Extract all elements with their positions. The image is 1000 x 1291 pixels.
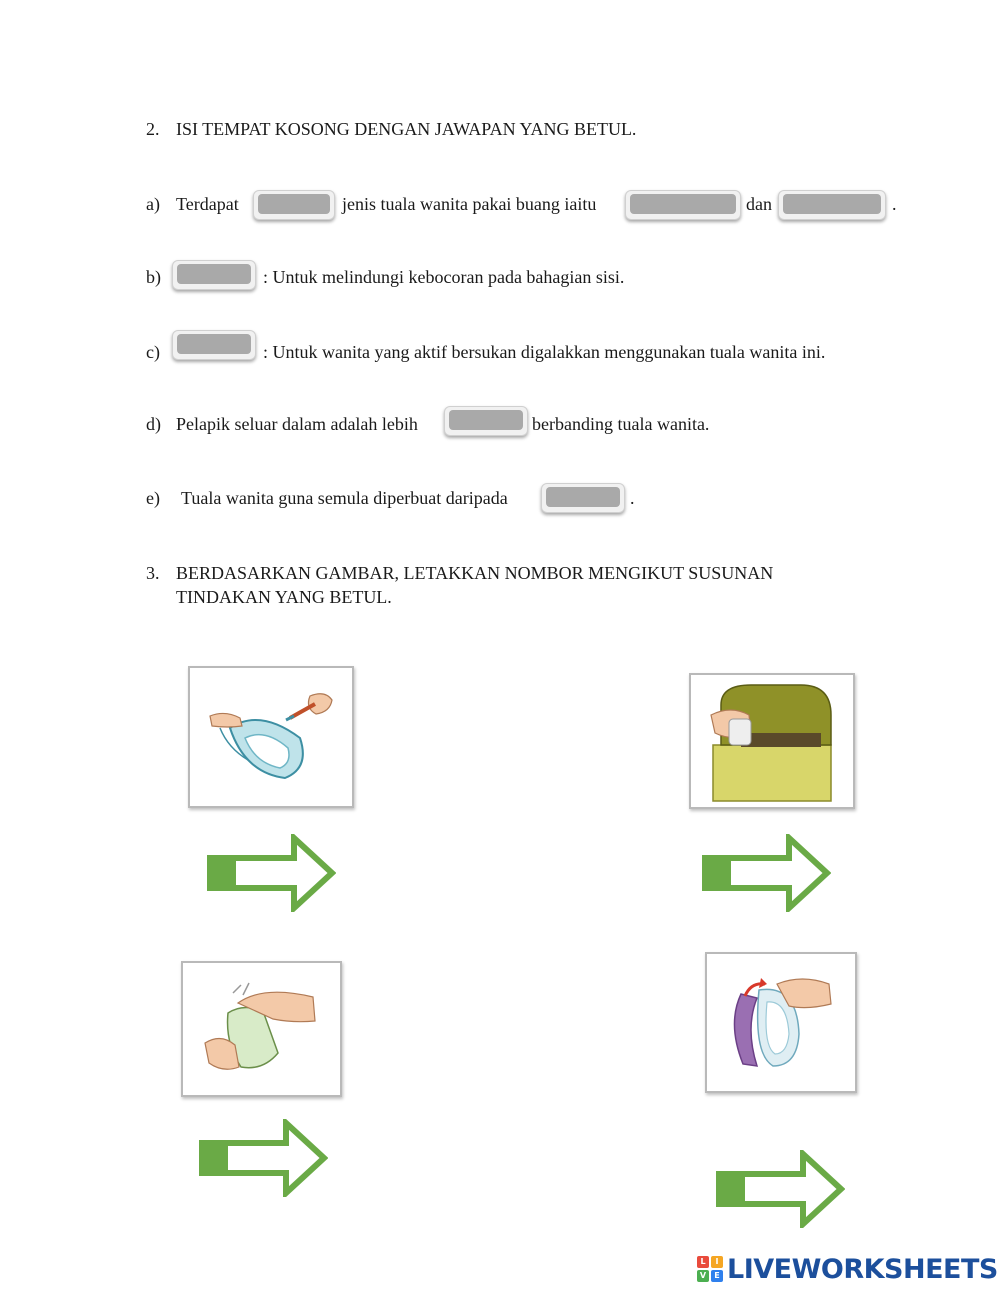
image-dispose-bin <box>689 673 855 809</box>
arrow-right-icon <box>715 1150 845 1228</box>
qe-text-2: . <box>630 488 635 508</box>
blank-c[interactable] <box>172 330 256 360</box>
blank-a1[interactable] <box>253 190 335 220</box>
liveworksheets-logo <box>697 1252 998 1286</box>
arrow-right-icon <box>701 834 831 912</box>
disposing-pad-bin-icon <box>691 675 853 807</box>
q2-number: 2. <box>146 119 160 139</box>
qd-label: d) <box>146 414 161 434</box>
qa-text-1: Terdapat <box>176 194 239 214</box>
image-washing-pad <box>188 666 354 808</box>
image-removing-pad <box>705 952 857 1093</box>
qa-text-3: dan <box>746 194 772 214</box>
qb-text: : Untuk melindungi kebocoran pada bahagian sisi. <box>263 267 625 287</box>
qc-label: c) <box>146 342 160 362</box>
q2-heading: ISI TEMPAT KOSONG DENGAN JAWAPAN YANG BETUL. <box>176 119 637 139</box>
blank-d[interactable] <box>444 406 528 436</box>
qa-label: a) <box>146 194 160 214</box>
arrow-right-icon <box>206 834 336 912</box>
qa-text-4: . <box>892 194 897 214</box>
qe-text-1: Tuala wanita guna semula diperbuat daripada <box>181 488 508 508</box>
q3-number: 3. <box>146 563 160 583</box>
qd-text-1: Pelapik seluar dalam adalah lebih <box>176 414 418 434</box>
image-wrapping-pad <box>181 961 342 1097</box>
qe-label: e) <box>146 488 160 508</box>
q3-heading-line1: BERDASARKAN GAMBAR, LETAKKAN NOMBOR MENGIKUT SUSUNAN <box>176 563 774 583</box>
washing-pad-icon <box>190 668 352 806</box>
removing-pad-icon <box>707 954 855 1091</box>
q3-heading-line2: TINDAKAN YANG BETUL. <box>176 587 392 607</box>
blank-a3[interactable] <box>778 190 886 220</box>
qc-text: : Untuk wanita yang aktif bersukan digalakkan menggunakan tuala wanita ini. <box>263 342 826 362</box>
wrapping-pad-icon <box>183 963 340 1095</box>
blank-e[interactable] <box>541 483 625 513</box>
qa-text-2: jenis tuala wanita pakai buang iaitu <box>342 194 597 214</box>
blank-b[interactable] <box>172 260 256 290</box>
qb-label: b) <box>146 267 161 287</box>
logo-text: LIVEWORKSHEETS <box>727 1253 998 1285</box>
logo-mark-icon: L I V E <box>697 1256 723 1282</box>
qd-text-2: berbanding tuala wanita. <box>532 414 710 434</box>
blank-a2[interactable] <box>625 190 741 220</box>
arrow-right-icon <box>198 1119 328 1197</box>
